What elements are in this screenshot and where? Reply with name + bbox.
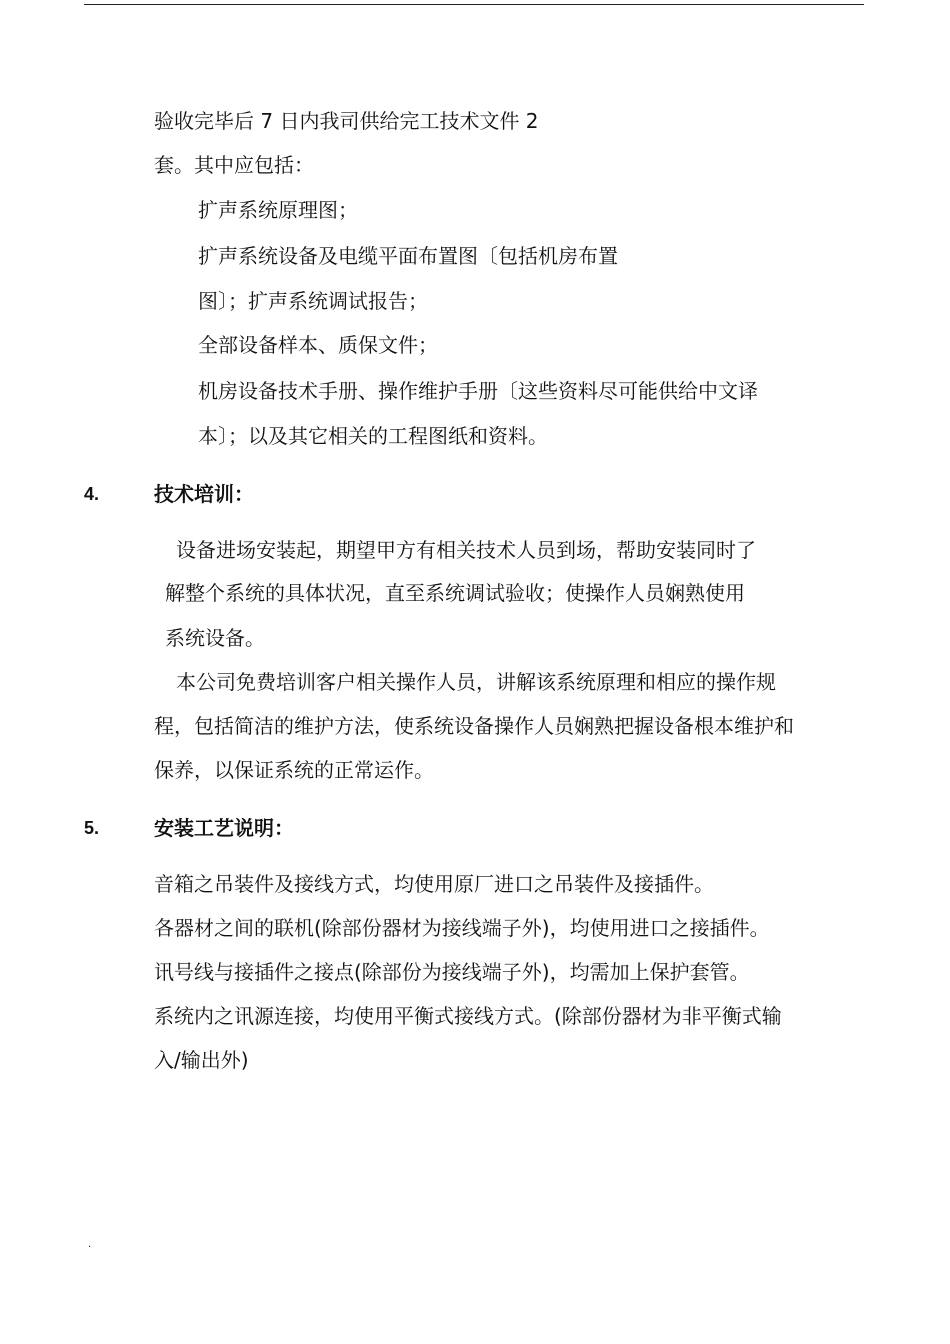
deliverable-item: 本〕；以及其它相关的工程图纸和资料。 (198, 424, 548, 448)
section-4-para-2-line: 程，包括简洁的维护方法，使系统设备操作人员娴熟把握设备根本维护和 (154, 714, 794, 738)
section-5-line: 各器材之间的联机(除部份器材为接线端子外)，均使用进口之接插件。 (154, 916, 770, 940)
header-rule (84, 4, 864, 5)
section-5-line: 入/输出外) (154, 1048, 249, 1072)
footer-mark: . (88, 1239, 92, 1250)
section-5-line: 音箱之吊装件及接线方式，均使用原厂进口之吊装件及接插件。 (154, 872, 714, 896)
section-5-line: 系统内之讯源连接，均使用平衡式接线方式。(除部份器材为非平衡式输 (154, 1004, 782, 1028)
section-4-number: 4. (84, 484, 100, 504)
section-4-para-2-line: 本公司免费培训客户相关操作人员，讲解该系统原理和相应的操作规 (176, 670, 776, 694)
intro-line-2: 套。其中应包括： (154, 153, 314, 177)
section-4-title: 技术培训： (154, 482, 254, 506)
deliverable-item: 扩声系统设备及电缆平面布置图〔包括机房布置 (198, 244, 618, 268)
section-4-para-1-line: 系统设备。 (165, 626, 265, 650)
section-4-para-2-line: 保养，以保证系统的正常运作。 (154, 758, 434, 782)
deliverable-item: 机房设备技术手册、操作维护手册〔这些资料尽可能供给中文译 (198, 379, 758, 403)
section-5-title: 安装工艺说明： (154, 816, 294, 840)
section-5-line: 讯号线与接插件之接点(除部份为接线端子外)，均需加上保护套管。 (154, 960, 750, 984)
section-4-para-1-line: 解整个系统的具体状况，直至系统调试验收；使操作人员娴熟使用 (165, 581, 745, 605)
intro-line-1: 验收完毕后 7 日内我司供给完工技术文件 2 (154, 109, 539, 133)
deliverable-item: 图〕；扩声系统调试报告； (198, 289, 428, 313)
deliverable-item: 全部设备样本、质保文件； (198, 333, 438, 357)
deliverable-item: 扩声系统原理图； (198, 198, 358, 222)
section-5-number: 5. (84, 818, 100, 838)
section-4-para-1-line: 设备进场安装起，期望甲方有相关技术人员到场，帮助安装同时了 (176, 538, 756, 562)
